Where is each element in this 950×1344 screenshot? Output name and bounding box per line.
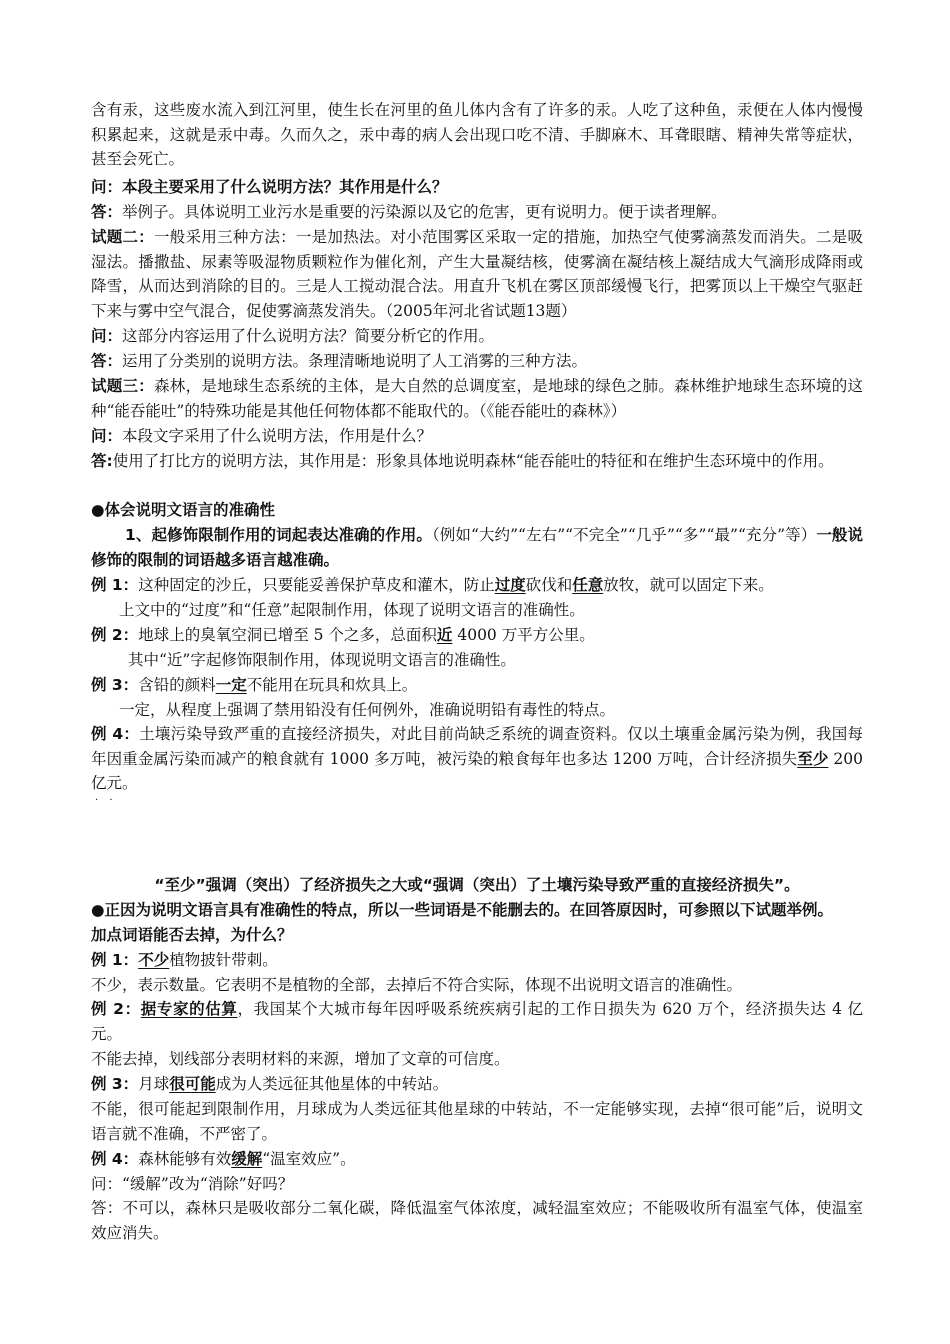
deletion-answer-4	[91, 1196, 863, 1245]
question-3	[91, 424, 863, 449]
example-label: 例 2：	[91, 1000, 141, 1018]
section-heading-deletion	[91, 898, 881, 923]
example-2	[91, 623, 863, 648]
highlighted-word: 缓解	[231, 1149, 263, 1168]
example-label: 例 3：	[91, 1075, 139, 1093]
example-label: 例 1：	[91, 951, 139, 969]
question-label: 问：	[91, 178, 123, 196]
paragraph-mercury	[91, 98, 863, 172]
example-text: 森林能够有效	[138, 1150, 232, 1168]
example-text: 植物披针带刺。	[169, 951, 278, 969]
answer-text: 举例子。具体说明工业污水是重要的污染源以及它的危害，更有说明力。便于读者理解。	[122, 203, 727, 221]
highlighted-word: 近	[436, 625, 453, 644]
deletion-answer-3	[91, 1097, 863, 1146]
test-label: 试题二：	[91, 228, 155, 246]
example-text: “温室效应”。	[262, 1150, 356, 1168]
example-label: 例 1：	[91, 576, 139, 594]
example-label: 例 4：	[91, 725, 140, 743]
deletion-question-4	[91, 1172, 863, 1197]
heading-text: 加点词语能否去掉，为什么？	[91, 926, 293, 944]
test-text: 森林，是地球生态系统的主体，是大自然的总调度室，是地球的绿色之肺。森林维护地球生态环境的这种“能吞能吐”的特殊功能是其他任何物体都不能取代的。（《能吞能吐的森林》）	[91, 377, 863, 420]
intro-examples: （例如“大约”“左右”“不完全”“几乎”“多”“最”“充分”等）	[431, 526, 817, 544]
question-heading	[91, 923, 863, 948]
answer-text: 不能，很可能起到限制作用，月球成为人类远征其他星球的中转站，不一定能够实现，去掉“很可能”后，说明文语言就不准确，不严密了。	[91, 1100, 863, 1143]
heading-text: ●正因为说明文语言具有准确性的特点，所以一些词语是不能删去的。在回答原因时，可参照以下试题举例。	[91, 901, 834, 919]
highlighted-word: 过度	[494, 575, 526, 594]
answer-text: 运用了分类别的说明方法。条理清晰地说明了人工消雾的三种方法。	[122, 352, 588, 370]
example-label: 例 4：	[91, 1150, 139, 1168]
example-text: 成为人类远征其他星体的中转站。	[215, 1075, 449, 1093]
emphasis-dots: · ·	[95, 795, 117, 806]
question-label: 问：	[91, 327, 123, 345]
example-text: 含铅的颜料	[138, 676, 216, 694]
answer-text: 使用了打比方的说明方法，其作用是：形象具体地说明森林“能吞能吐的特征和在维护生态环境中的作用。	[112, 452, 834, 470]
example-1-note	[91, 598, 863, 623]
test-label: 试题三：	[91, 377, 155, 395]
question-1	[91, 175, 863, 200]
answer-text: 不少，表示数量。它表明不是植物的全部，去掉后不符合实际，体现不出说明文语言的准确性。	[91, 976, 743, 994]
highlighted-word: 任意	[572, 575, 604, 594]
answer-label: 答：	[91, 352, 123, 370]
deletion-example-4	[91, 1147, 863, 1172]
section-heading-accuracy	[91, 498, 863, 523]
question-text: 本段文字采用了什么说明方法，作用是什么？	[122, 427, 433, 445]
example-3-note	[91, 698, 863, 723]
example-label: 例 3：	[91, 676, 139, 694]
deletion-example-1	[91, 948, 863, 973]
paragraph-text: 含有汞，这些废水流入到江河里，使生长在河里的鱼儿体内含有了许多的汞。人吃了这种鱼，汞便在人体内慢慢积累起来，这就是汞中毒。久而久之，汞中毒的病人会出现口吃不清、手脚麻木、耳聋眼瞎、精神失常等症状，甚至会死亡。	[91, 101, 863, 169]
answer-text: 不能去掉，划线部分表明材料的来源，增加了文章的可信度。	[91, 1050, 510, 1068]
test-item-3	[91, 374, 863, 423]
question-label: 问：	[91, 427, 123, 445]
deletion-answer-1	[91, 973, 863, 998]
example-text: 砍伐和	[525, 576, 573, 594]
example-3	[91, 673, 863, 698]
example-4	[91, 722, 863, 796]
example-label: 例 2：	[91, 626, 139, 644]
note-text: 上文中的“过度”和“任意”起限制作用，体现了说明文语言的准确性。	[119, 601, 585, 619]
example-1	[91, 573, 863, 598]
question-2	[91, 324, 863, 349]
highlighted-word: 不少	[138, 950, 170, 969]
example-text: 月球	[138, 1075, 170, 1093]
highlighted-word: 一定	[215, 675, 247, 694]
note-text: “至少”强调（突出）了经济损失之大或“强调（突出）了土壤污染导致严重的直接经济损失”。	[154, 876, 800, 894]
question-text: 问：“缓解”改为“消除”好吗？	[91, 1175, 294, 1193]
example-4-note	[91, 873, 863, 898]
example-text: 土壤污染导致严重的直接经济损失，对此目前尚缺乏系统的调查资料。仅以土壤重金属污染为例，我国每年因重金属污染而减产的粮食就有 1000 多万吨，被污染的粮食每年也多达 1200 万吨，合计经济损失	[91, 725, 863, 768]
question-text: 这部分内容运用了什么说明方法？简要分析它的作用。	[122, 327, 495, 345]
heading-text: ●体会说明文语言的准确性	[91, 501, 276, 519]
deletion-example-2	[91, 997, 863, 1046]
test-item-2	[91, 225, 863, 323]
answer-label: 答：	[91, 203, 123, 221]
example-text: 4000 万平方公里。	[452, 626, 595, 644]
intro-main: 1、起修饰限制作用的词起表达准确的作用。	[125, 526, 432, 544]
example-text: 这种固定的沙丘，只要能妥善保护草皮和灌木，防止	[138, 576, 495, 594]
highlighted-word: 至少	[797, 748, 829, 768]
note-text: 其中“近”字起修饰限制作用，体现说明文语言的准确性。	[128, 651, 516, 669]
answer-1	[91, 200, 863, 225]
answer-text: 答：不可以，森林只是吸收部分二氧化碳，降低温室气体浓度，减轻温室效应；不能吸收所有温室气体，使温室效应消失。	[91, 1199, 863, 1242]
answer-2	[91, 349, 863, 374]
question-text: 本段主要采用了什么说明方法？其作用是什么？	[122, 178, 448, 196]
note-text: 一定，从程度上强调了禁用铅没有任何例外，准确说明铅有毒性的特点。	[119, 701, 616, 719]
example-text: 地球上的臭氧空洞已增至 5 个之多，总面积	[138, 626, 437, 644]
example-2-note	[91, 648, 863, 673]
answer-label: 答:	[91, 452, 113, 470]
test-text: 一般采用三种方法：一是加热法。对小范围雾区采取一定的措施，加热空气使雾滴蒸发而消失。二是吸湿法。播撒盐、尿素等吸湿物质颗粒作为催化剂，产生大量凝结核，使雾滴在凝结核上凝结成大气滴形成降雨或降雪，从而达到消除的目的。三是人工搅动混合法。用直升飞机在雾区顶部缓慢飞行，把雾顶以上干燥空气驱赶下来与雾中空气混合，促使雾滴蒸发消失。（2005年河北省试题13题）	[91, 228, 863, 320]
example-text: 不能用在玩具和炊具上。	[246, 676, 418, 694]
deletion-answer-2	[91, 1047, 863, 1072]
highlighted-word: 据专家的估算	[140, 999, 238, 1018]
example-text: ，我国某个大城市每年因呼吸系统疾病引起的工作日损失为 620 万个，经济损失达 4 亿元。	[91, 1000, 863, 1043]
deletion-example-3	[91, 1072, 863, 1097]
example-text: 200 亿元。	[91, 749, 863, 793]
intro-conclusion: 一般说修饰的限制的词语越多语言越准确。	[91, 526, 863, 569]
example-text: 放牧，就可以固定下来。	[603, 576, 774, 594]
section-1-intro	[91, 523, 863, 572]
highlighted-word: 很可能	[169, 1074, 216, 1093]
answer-3	[91, 449, 863, 474]
